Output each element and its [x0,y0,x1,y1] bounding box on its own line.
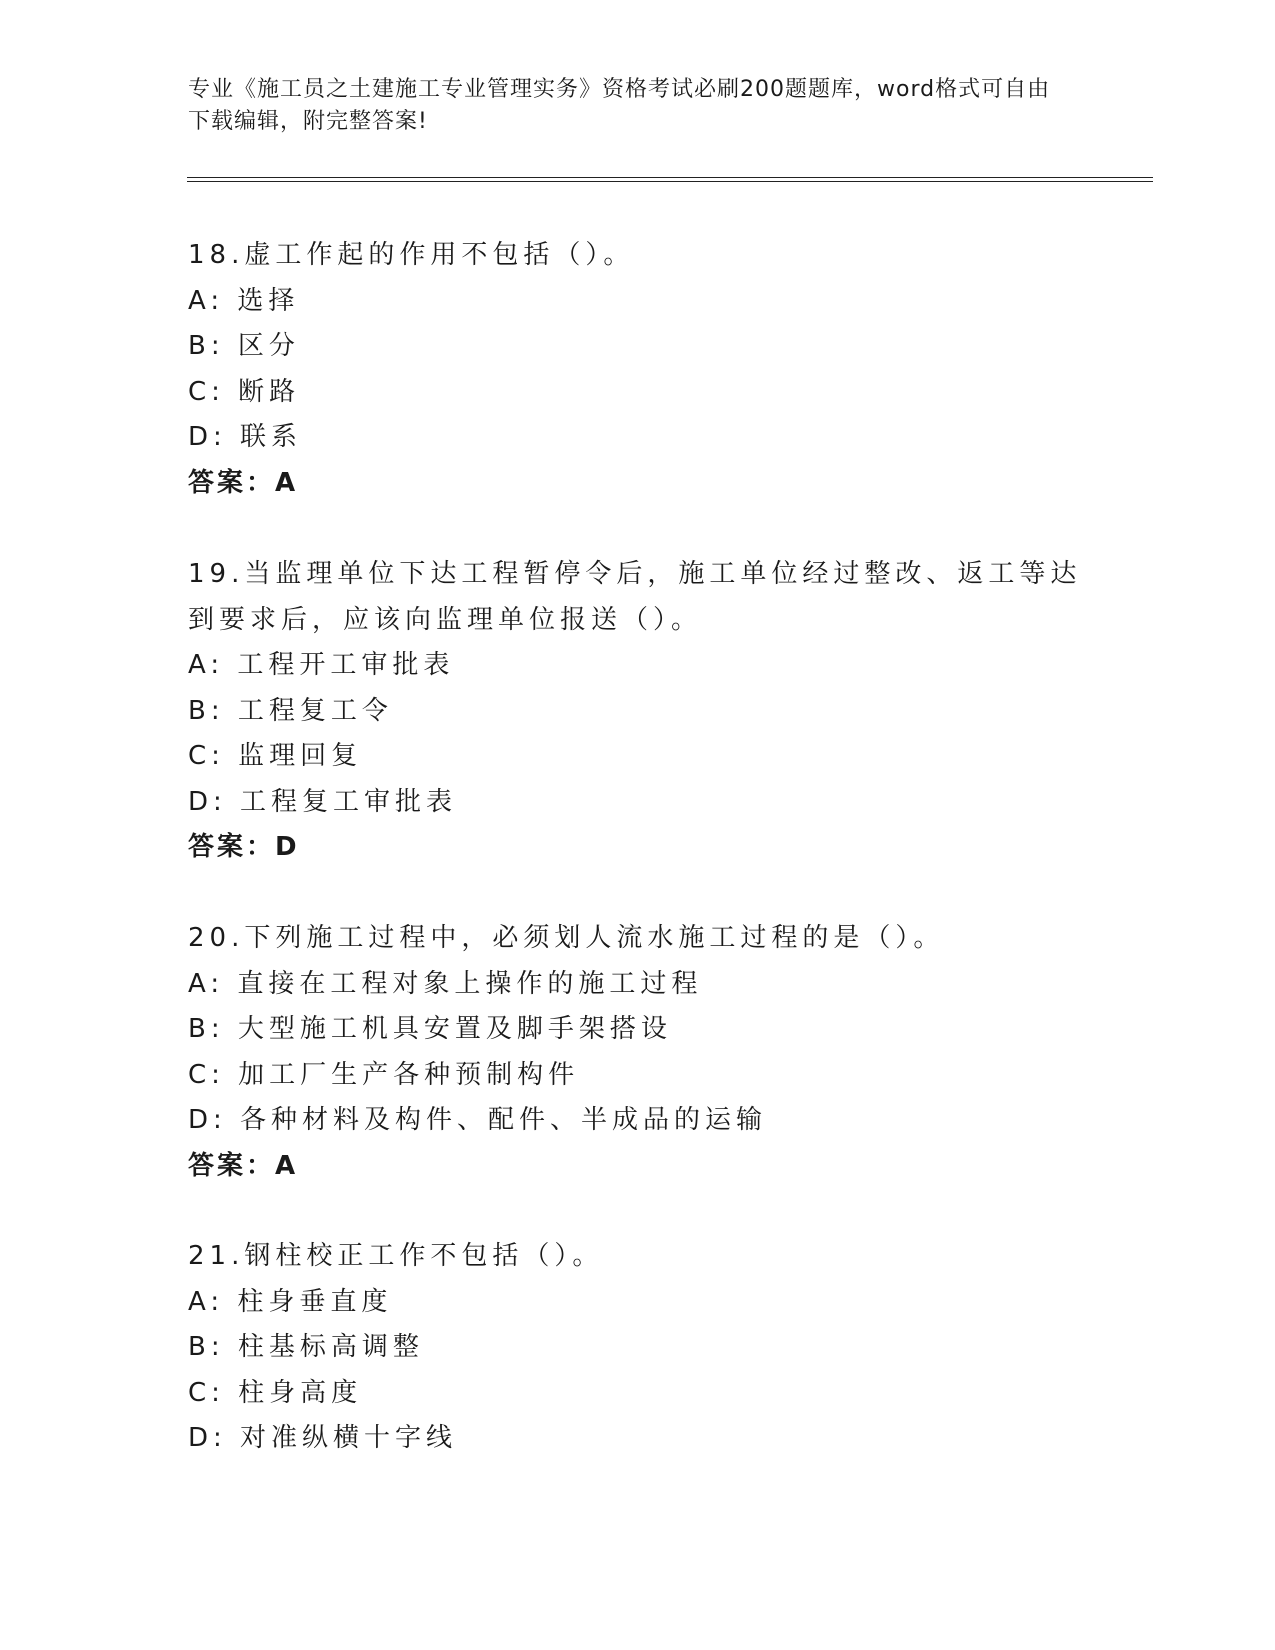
question-stem: 20.下列施工过程中，必须划人流水施工过程的是（）。 [188,923,945,953]
option-c: C: 加工厂生产各种预制构件 [188,1059,580,1090]
question-stem: 19.当监理单位下达工程暂停令后，施工单位经过整改、返工等达到要求后，应该向监理单位报送（）。 [188,559,1082,635]
option-b: B: 柱基标高调整 [188,1332,424,1362]
option-a: A: 柱身垂直度 [188,1286,393,1317]
option-b: B: 大型施工机具安置及脚手架搭设 [188,1014,672,1044]
option-a: A: 选择 [188,285,300,316]
option-c: C: 监理回复 [188,741,363,771]
option-d: D: 对准纵横十字线 [188,1423,458,1453]
answer-line: 答案：D [188,832,300,862]
option-d: D: 工程复工审批表 [188,786,458,817]
answer-line: 答案：A [188,1150,299,1181]
option-d: D: 各种材料及构件、配件、半成品的运输 [188,1105,768,1135]
option-c: C: 柱身高度 [188,1377,363,1408]
question-18 [188,233,1088,506]
option-a: A: 直接在工程对象上操作的施工过程 [188,968,703,999]
option-d: D: 联系 [188,422,303,452]
option-a: A: 工程开工审批表 [188,650,455,680]
option-b: B: 工程复工令 [188,695,393,726]
option-b: B: 区分 [188,331,300,361]
question-19 [188,552,1088,871]
question-20 [188,916,1088,1189]
document-header-title: 专业《施工员之土建施工专业管理实务》资格考试必刷200题题库，word格式可自由下载编辑，附完整答案! [188,77,1051,134]
question-stem: 18.虚工作起的作用不包括（）。 [188,240,635,270]
header-divider-bottom [187,181,1153,182]
option-c: C: 断路 [188,376,301,407]
header-divider-top [187,177,1153,178]
answer-line: 答案：A [188,467,299,498]
question-21 [188,1234,1088,1462]
question-stem: 21.钢柱校正工作不包括（）。 [188,1241,604,1271]
